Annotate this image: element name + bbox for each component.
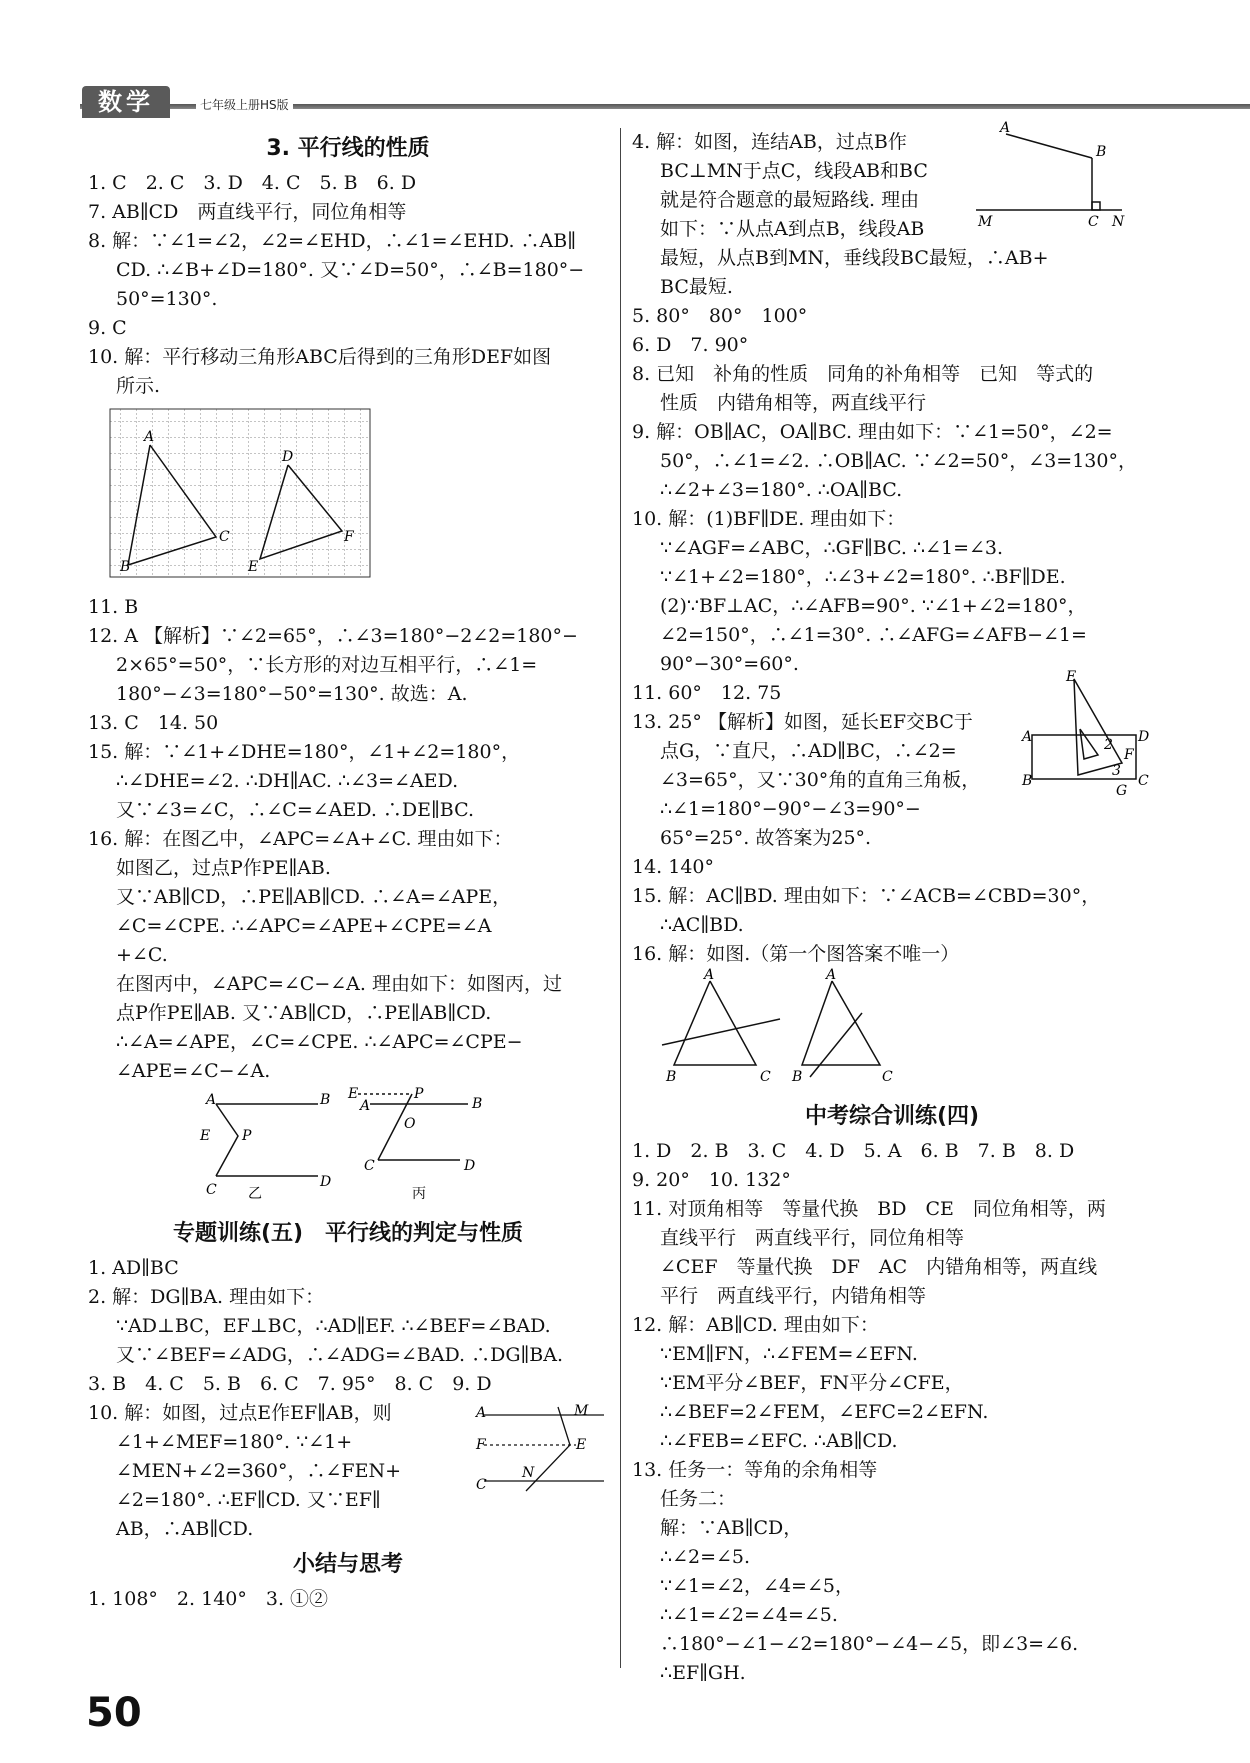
answer-line: 90°−30°=60°. xyxy=(660,653,799,675)
answer-line: ∠2=150°，∴∠1=30°. ∴∠AFG=∠AFB−∠1= xyxy=(660,624,1087,646)
svg-text:C: C xyxy=(219,529,230,545)
svg-text:D: D xyxy=(282,449,294,465)
answer-line: 最短，从点B到MN，垂线段BC最短，∴AB+ xyxy=(660,247,1049,269)
answer-line: CD. ∴∠B+∠D=180°. 又∵∠D=50°，∴∠B=180°− xyxy=(116,259,585,281)
answer-line: 就是符合题意的最短路线. 理由 xyxy=(660,189,920,211)
left-column xyxy=(88,128,608,1614)
answer-line: ∵∠AGF=∠ABC，∴GF∥BC. ∴∠1=∠3. xyxy=(660,537,1004,559)
answer-line: ∠C=∠CPE. ∴∠APC=∠APE+∠CPE=∠A xyxy=(116,915,492,937)
svg-text:B: B xyxy=(1022,773,1033,789)
answer-line: 180°−∠3=180°−50°=130°. 故选：A. xyxy=(116,683,468,705)
svg-text:F: F xyxy=(344,529,354,545)
answer-line: ∴∠2=∠5. xyxy=(660,1546,751,1568)
answer-line: 性质 内错角相等，两直线平行 xyxy=(660,392,927,414)
ef-parallel-figure xyxy=(476,1403,606,1498)
answer-line: 12. A 【解析】∵∠2=65°，∴∠3=180°−2∠2=180°− xyxy=(88,625,578,647)
svg-text:F: F xyxy=(476,1437,486,1453)
answer-line: ∠3=65°，又∵30°角的直角三角板， xyxy=(660,769,981,791)
answer-line: 任务二： xyxy=(660,1488,737,1510)
svg-text:B: B xyxy=(120,559,131,575)
answer-line: 16. 解：如图.（第一个图答案不唯一） xyxy=(632,943,960,965)
triangle-bisector-figure xyxy=(662,967,922,1085)
answer-line: 又∵∠3=∠C，∴∠C=∠AED. ∴DE∥BC. xyxy=(116,799,475,821)
svg-text:A: A xyxy=(476,1405,487,1421)
svg-text:P: P xyxy=(414,1086,424,1102)
svg-text:P: P xyxy=(242,1128,252,1144)
answer-line: ∴∠1=∠2=∠4=∠5. xyxy=(660,1604,838,1626)
svg-text:D: D xyxy=(320,1174,332,1190)
answer-line: 16. 解：在图乙中，∠APC=∠A+∠C. 理由如下： xyxy=(88,828,513,850)
answer-line: 直线平行 两直线平行，同位角相等 xyxy=(660,1227,965,1249)
column-divider xyxy=(620,128,621,1668)
svg-text:B: B xyxy=(1096,144,1107,160)
answer-line: 15. 解：∵∠1+∠DHE=180°，∠1+∠2=180°， xyxy=(88,741,521,763)
svg-text:D: D xyxy=(1138,729,1150,745)
answer-line: 平行 两直线平行，内错角相等 xyxy=(660,1285,927,1307)
svg-text:A: A xyxy=(704,967,715,983)
answer-line: ∴∠BEF=2∠FEM，∠EFC=2∠EFN. xyxy=(660,1401,989,1423)
answer-line: 解：∵AB∥CD， xyxy=(660,1517,803,1539)
answer-line: BC⊥MN于点C，线段AB和BC xyxy=(660,160,928,182)
answer-line: ∠CEF 等量代换 DF AC 内错角相等，两直线 xyxy=(660,1256,1098,1278)
answer-line: 2×65°=50°，∵长方形的对边互相平行，∴∠1= xyxy=(116,654,538,676)
answer-line: 如下：∵从点A到点B，线段AB xyxy=(660,218,925,240)
svg-text:丙: 丙 xyxy=(412,1186,426,1202)
svg-text:A: A xyxy=(360,1098,371,1114)
answer-line: 7. AB∥CD 两直线平行，同位角相等 xyxy=(88,201,407,223)
right-column xyxy=(632,120,1152,1688)
svg-text:M: M xyxy=(978,214,993,230)
svg-text:B: B xyxy=(666,1069,677,1085)
answer-line: 5. 80° 80° 100° xyxy=(632,305,808,327)
svg-text:B: B xyxy=(472,1096,483,1112)
svg-text:E: E xyxy=(1066,669,1077,685)
answer-line: 6. D 7. 90° xyxy=(632,334,749,356)
answer-line: 3. B 4. C 5. B 6. C 7. 95° 8. C 9. D xyxy=(88,1373,492,1395)
answer-line: 在图丙中，∠APC=∠C−∠A. 理由如下：如图丙，过 xyxy=(116,973,562,995)
svg-text:C: C xyxy=(882,1069,893,1085)
answer-line: ∵∠1=∠2，∠4=∠5， xyxy=(660,1575,854,1597)
answer-line: 14. 140° xyxy=(632,856,715,878)
section-title: 3. 平行线的性质 xyxy=(266,136,430,161)
answer-line: AB，∴AB∥CD. xyxy=(116,1518,254,1540)
answer-line: ∠1+∠MEF=180°. ∵∠1+ xyxy=(116,1431,353,1453)
answer-line: +∠C. xyxy=(116,944,168,966)
svg-text:M: M xyxy=(574,1403,589,1419)
answer-line: ∵EM平分∠BEF，FN平分∠CFE， xyxy=(660,1372,964,1394)
svg-text:O: O xyxy=(404,1116,416,1132)
answer-line: 13. 任务一：等角的余角相等 xyxy=(632,1459,878,1481)
answer-line: ∵∠1+∠2=180°，∴∠3+∠2=180°. ∴BF∥DE. xyxy=(660,566,1066,588)
answer-line: 1. C 2. C 3. D 4. C 5. B 6. D xyxy=(88,172,417,194)
figure-yi xyxy=(216,1104,318,1176)
answer-line: ∠2=180°. ∴EF∥CD. 又∵EF∥ xyxy=(116,1489,381,1511)
svg-text:D: D xyxy=(464,1158,476,1174)
answer-line: ∠APE=∠C−∠A. xyxy=(116,1060,271,1082)
answer-line: ∴∠A=∠APE，∠C=∠CPE. ∴∠APC=∠CPE− xyxy=(116,1031,523,1053)
answer-line: 9. 20° 10. 132° xyxy=(632,1169,791,1191)
svg-text:E: E xyxy=(248,559,259,575)
page-number: 50 xyxy=(86,1690,142,1736)
answer-line: BC最短. xyxy=(660,276,733,298)
answer-line: 12. 解：AB∥CD. 理由如下： xyxy=(632,1314,879,1336)
svg-text:A: A xyxy=(1000,120,1011,136)
answer-line: ∠MEN+∠2=360°，∴∠FEN+ xyxy=(116,1460,402,1482)
svg-text:C: C xyxy=(364,1158,375,1174)
answer-line: 点G，∵直尺，∴AD∥BC，∴∠2= xyxy=(660,740,957,762)
answer-line: ∴180°−∠1−∠2=180°−∠4−∠5，即∠3=∠6. xyxy=(660,1633,1079,1655)
svg-text:A: A xyxy=(144,429,155,445)
svg-text:E: E xyxy=(200,1128,211,1144)
svg-text:C: C xyxy=(476,1477,487,1493)
svg-text:A: A xyxy=(206,1092,217,1108)
answer-line: 50°=130°. xyxy=(116,288,218,310)
section-title: 中考综合训练(四) xyxy=(804,1104,980,1129)
answer-line: 65°=25°. 故答案为25°. xyxy=(660,827,872,849)
svg-text:3: 3 xyxy=(1112,763,1121,779)
svg-text:A: A xyxy=(826,967,837,983)
answer-line: 1. AD∥BC xyxy=(88,1257,179,1279)
answer-line: 点P作PE∥AB. 又∵AB∥CD，∴PE∥AB∥CD. xyxy=(116,1002,492,1024)
svg-text:C: C xyxy=(1088,214,1099,230)
answer-line: 11. 对顶角相等 等量代换 BD CE 同位角相等，两 xyxy=(632,1198,1106,1220)
answer-line: 10. 解：(1)BF∥DE. 理由如下： xyxy=(632,508,906,530)
answer-line: 10. 解：平行移动三角形ABC后得到的三角形DEF如图 xyxy=(88,346,552,368)
grid-triangle-figure xyxy=(88,405,354,580)
section-title: 小结与思考 xyxy=(292,1552,403,1577)
answer-line: 如图乙，过点P作PE∥AB. xyxy=(116,857,331,879)
answer-line: 2. 解：DG∥BA. 理由如下： xyxy=(88,1286,325,1308)
svg-text:2: 2 xyxy=(1104,737,1113,753)
answer-line: 9. 解：OB∥AC，OA∥BC. 理由如下：∵∠1=50°，∠2= xyxy=(632,421,1113,443)
svg-text:C: C xyxy=(206,1182,217,1198)
answer-line: ∴∠1=180°−90°−∠3=90°− xyxy=(660,798,921,820)
answer-line: 11. 60° 12. 75 xyxy=(632,682,782,704)
answer-line: 所示. xyxy=(116,375,161,397)
answer-line: 8. 解：∵∠1=∠2，∠2=∠EHD，∴∠1=∠EHD. ∴AB∥ xyxy=(88,230,577,252)
svg-text:乙: 乙 xyxy=(248,1186,262,1202)
answer-line: 8. 已知 补角的性质 同角的补角相等 已知 等式的 xyxy=(632,363,1094,385)
answer-line: ∴∠2+∠3=180°. ∴OA∥BC. xyxy=(660,479,903,501)
answer-line: ∵AD⊥BC，EF⊥BC，∴AD∥EF. ∴∠BEF=∠BAD. xyxy=(116,1315,551,1337)
answer-line: 50°，∴∠1=∠2. ∴OB∥AC. ∵∠2=50°，∠3=130°， xyxy=(660,450,1137,472)
subject-tab: 数学 xyxy=(82,86,170,118)
answer-line: 1. D 2. B 3. C 4. D 5. A 6. B 7. B 8. D xyxy=(632,1140,1075,1162)
svg-text:N: N xyxy=(522,1465,535,1481)
answer-line: 10. 解：如图，过点E作EF∥AB，则 xyxy=(88,1402,392,1424)
answer-line: 9. C xyxy=(88,317,127,339)
answer-line: 11. B xyxy=(88,596,139,618)
answer-line: 15. 解：AC∥BD. 理由如下：∵∠ACB=∠CBD=30°， xyxy=(632,885,1101,907)
svg-text:A: A xyxy=(1022,729,1033,745)
svg-text:B: B xyxy=(792,1069,803,1085)
svg-text:C: C xyxy=(760,1069,771,1085)
svg-text:B: B xyxy=(320,1092,331,1108)
answer-line: ∵EM∥FN，∴∠FEM=∠EFN. xyxy=(660,1343,918,1365)
svg-text:C: C xyxy=(1138,773,1149,789)
section-title: 专题训练(五) 平行线的判定与性质 xyxy=(172,1221,524,1246)
svg-text:F: F xyxy=(1124,747,1134,763)
shortest-path-figure xyxy=(972,122,1152,232)
svg-text:G: G xyxy=(1116,783,1128,799)
ruler-triangle-figure xyxy=(1022,669,1152,799)
answer-line: ∴AC∥BD. xyxy=(660,914,744,936)
svg-text:N: N xyxy=(1112,214,1125,230)
answer-line: 1. 108° 2. 140° 3. ①② xyxy=(88,1588,329,1610)
answer-line: ∴EF∥GH. xyxy=(660,1662,746,1684)
answer-line: 13. C 14. 50 xyxy=(88,712,219,734)
grade-label: 七年级上册HS版 xyxy=(196,96,293,113)
parallel-lines-figure xyxy=(198,1086,498,1202)
answer-line: (2)∵BF⊥AC，∴∠AFB=90°. ∵∠1+∠2=180°， xyxy=(660,595,1087,617)
svg-text:E: E xyxy=(576,1437,587,1453)
answer-line: 4. 解：如图，连结AB，过点B作 xyxy=(632,131,907,153)
answer-line: ∴∠DHE=∠2. ∴DH∥AC. ∴∠3=∠AED. xyxy=(116,770,459,792)
answer-line: 又∵AB∥CD，∴PE∥AB∥CD. ∴∠A=∠APE， xyxy=(116,886,512,908)
answer-line: 又∵∠BEF=∠ADG，∴∠ADG=∠BAD. ∴DG∥BA. xyxy=(116,1344,564,1366)
svg-text:E: E xyxy=(348,1086,359,1102)
page-header xyxy=(0,86,1250,118)
answer-line: ∴∠FEB=∠EFC. ∴AB∥CD. xyxy=(660,1430,898,1452)
answer-line: 13. 25° 【解析】如图，延长EF交BC于 xyxy=(632,711,973,733)
